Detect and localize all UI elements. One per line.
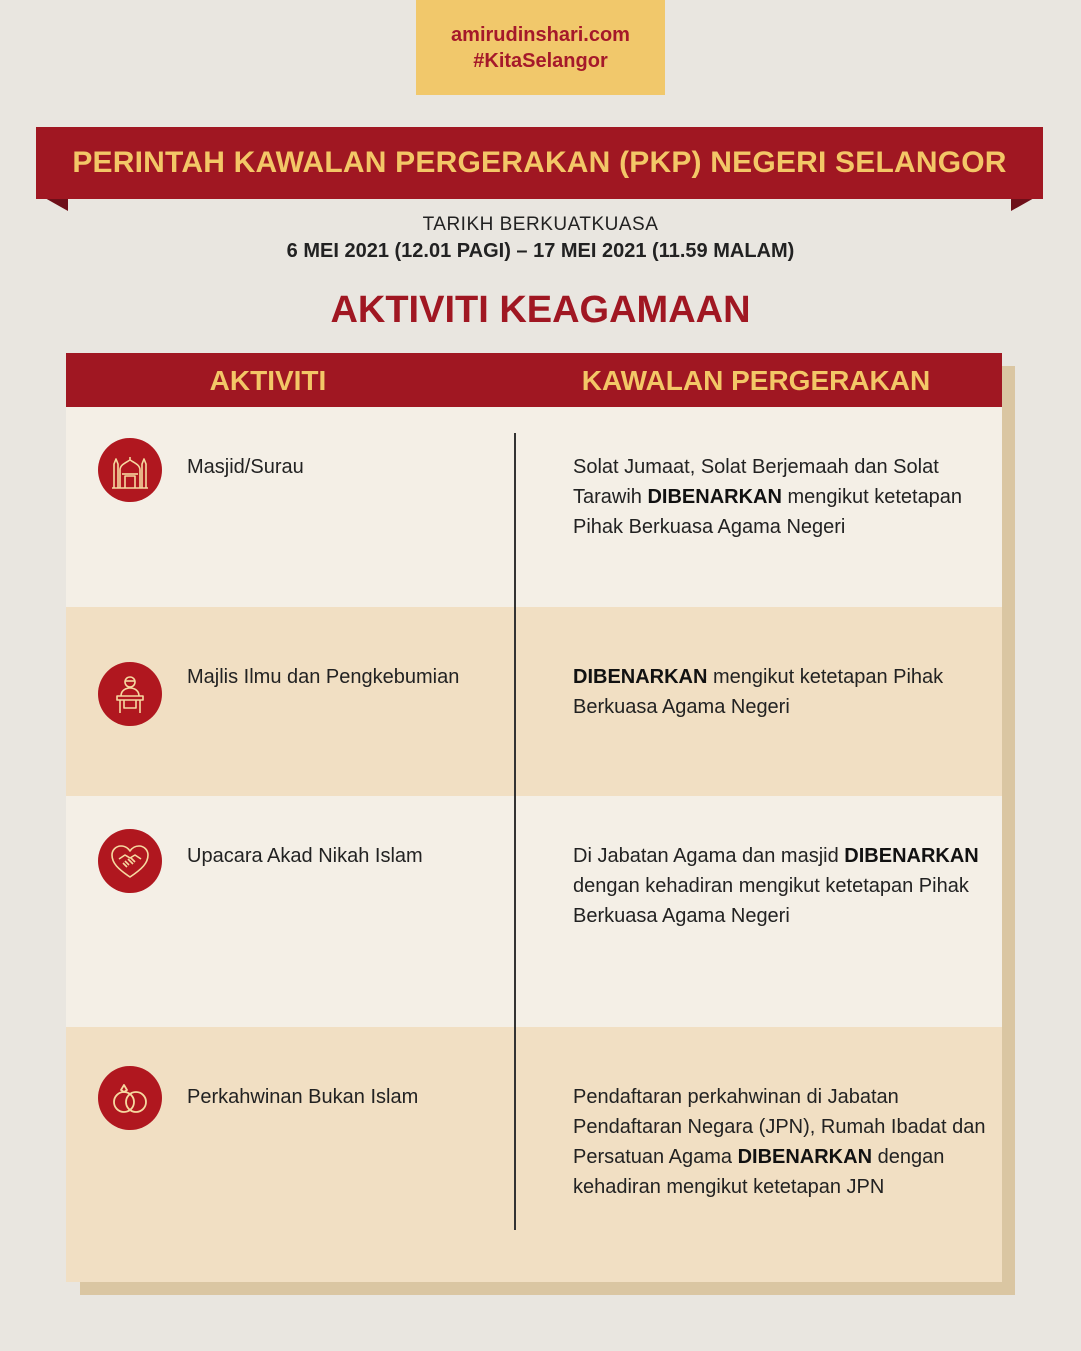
column-header-control: KAWALAN PERGERAKAN <box>581 365 931 396</box>
activity-table <box>66 353 1002 1282</box>
table-row <box>66 1027 1002 1282</box>
activity-label: Masjid/Surau <box>187 456 304 478</box>
control-text-post: mengikut ketetapan Pihak Berkuasa Agama Negeri <box>573 486 963 538</box>
control-text <box>573 662 988 722</box>
table-row <box>66 407 1002 607</box>
table-row <box>66 796 1002 1027</box>
control-text <box>573 841 988 931</box>
section-title: AKTIVITI KEAGAMAAN <box>330 289 751 331</box>
control-text <box>573 1082 988 1202</box>
control-text-post: mengikut ketetapan Pihak Berkuasa Agama Negeri <box>573 666 944 718</box>
control-text-post: dengan kehadiran mengikut ketetapan Pihak Berkuasa Agama Negeri <box>573 875 969 927</box>
effective-dates <box>0 213 1081 265</box>
control-text-post: dengan kehadiran mengikut ketetapan JPN <box>573 1146 945 1198</box>
table-row <box>66 607 1002 796</box>
effective-label: TARIKH BERKUATKUASA <box>422 214 659 235</box>
title-banner <box>36 127 1043 199</box>
control-text <box>573 452 988 542</box>
mosque-icon <box>98 438 162 502</box>
effective-date-range: 6 MEI 2021 (12.01 PAGI) – 17 MEI 2021 (11.59 MALAM) <box>286 240 795 262</box>
site-tag <box>416 0 665 95</box>
activity-label: Perkahwinan Bukan Islam <box>187 1086 419 1108</box>
control-text-bold: DIBENARKAN <box>844 845 979 867</box>
banner-title: PERINTAH KAWALAN PERGERAKAN (PKP) NEGERI SELANGOR <box>72 146 1007 179</box>
table-header <box>66 353 1002 407</box>
website-label: amirudinshari.com <box>451 23 630 46</box>
control-text-bold: DIBENARKAN <box>737 1146 873 1168</box>
hashtag-label: #KitaSelangor <box>473 49 608 72</box>
activity-label: Majlis Ilmu dan Pengkebumian <box>187 666 460 688</box>
column-header-activity: AKTIVITI <box>209 365 327 396</box>
handshake-heart-icon <box>98 829 162 893</box>
control-text-bold: DIBENARKAN <box>647 486 782 508</box>
control-text-pre: Di Jabatan Agama dan masjid <box>573 845 845 867</box>
activity-label: Upacara Akad Nikah Islam <box>187 845 423 867</box>
control-text-bold: DIBENARKAN <box>573 666 708 688</box>
control-text-pre: Solat Jumaat, Solat Berjemaah dan Solat Tarawih <box>573 456 939 508</box>
lectern-speaker-icon <box>98 662 162 726</box>
control-text-pre: Pendaftaran perkahwinan di Jabatan Pendaftaran Negara (JPN), Rumah Ibadat dan Persatuan Agama <box>573 1086 986 1168</box>
column-divider <box>514 433 516 1230</box>
wedding-rings-icon <box>98 1066 162 1130</box>
